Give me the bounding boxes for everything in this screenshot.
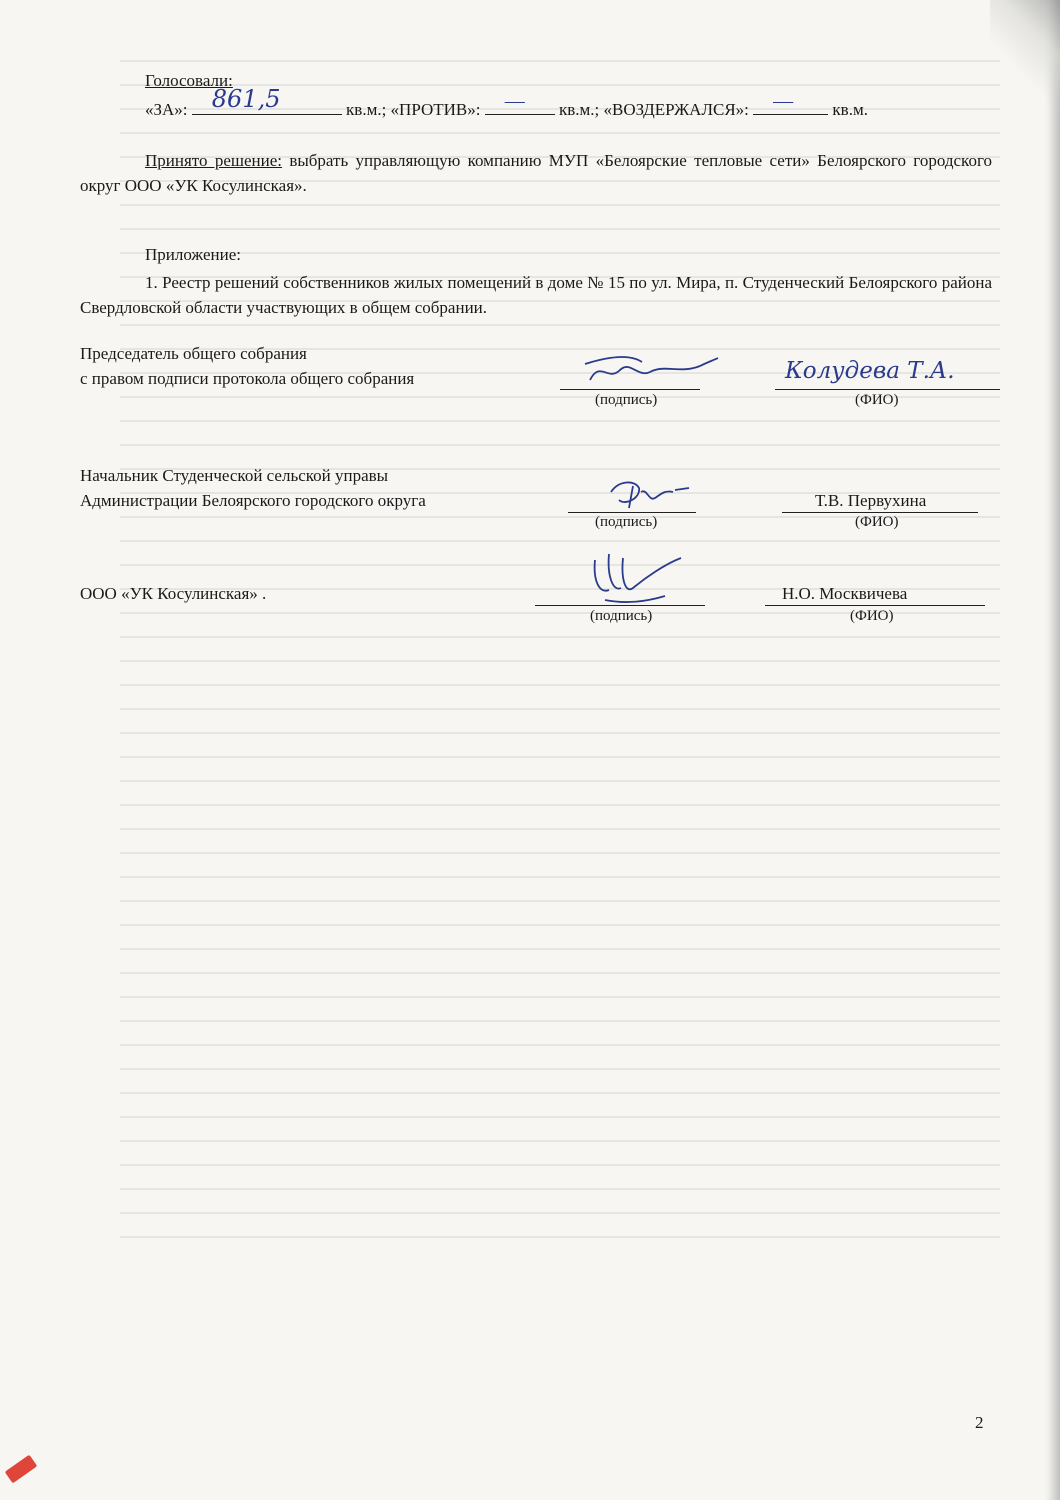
abstain-field [753,90,828,115]
decision-paragraph [80,148,992,198]
head-sign-caption: (подпись) [595,514,658,530]
chairman-fio-caption: (ФИО) [855,392,899,408]
voting-heading: Голосовали: [145,71,233,90]
protiv-field [485,90,555,115]
protiv-unit: кв.м. [559,100,595,119]
abstain-label: ; «ВОЗДЕРЖАЛСЯ»: [594,100,749,119]
voting-results-line [145,85,868,121]
chairman-sign-caption: (подпись) [595,392,658,408]
scan-edge-shadow [1044,0,1060,1500]
protiv-value: — [504,90,525,112]
company-name: Н.О. Москвичева [782,584,908,603]
chairman-title-2: с правом подписи протокола общего собрания [80,369,415,388]
appendix-heading: Приложение: [145,245,241,264]
decision-label: Принято решение: [145,151,282,170]
decision-text: выбрать управляющую компанию МУП «Белоярские тепловые сети» Белоярского городского округ ООО «УК Косулинская». [80,151,992,195]
company-fio-caption: (ФИО) [850,608,894,624]
head-title-2: Администрации Белоярского городского округа [80,491,426,510]
company-label: ООО «УК Косулинская» . [80,584,267,603]
head-name: Т.В. Первухина [815,491,927,510]
abstain-unit: кв.м. [832,100,868,119]
za-unit: кв.м. [346,100,382,119]
protiv-label: ; «ПРОТИВ»: [381,100,481,119]
chairman-title-1: Председатель общего собрания [80,344,307,363]
scan-corner-fold [990,0,1060,120]
head-signature-icon [605,478,695,514]
za-value: 861,5 [211,85,281,113]
abstain-value: — [773,90,794,112]
head-title-1: Начальник Студенческой сельской управы [80,466,389,485]
appendix-item-1: 1. Реестр решений собственников жилых помещений в доме № 15 по ул. Мира, п. Студенческий Белоярского района Свердловской области участвующих в общем собрании. [80,273,992,317]
page-number: 2 [975,1413,984,1432]
za-label: «ЗА»: [145,100,188,119]
company-signature-icon [585,550,685,610]
corner-sticker-icon [5,1455,38,1484]
chairman-fio-line [775,388,1000,390]
company-sign-caption: (подпись) [590,608,653,624]
za-field [192,85,342,115]
head-fio-caption: (ФИО) [855,514,899,530]
chairman-signature-icon [580,352,720,392]
chairman-name: Колудева Т.А. [785,358,955,384]
bleed-through-texture [120,60,1000,1400]
